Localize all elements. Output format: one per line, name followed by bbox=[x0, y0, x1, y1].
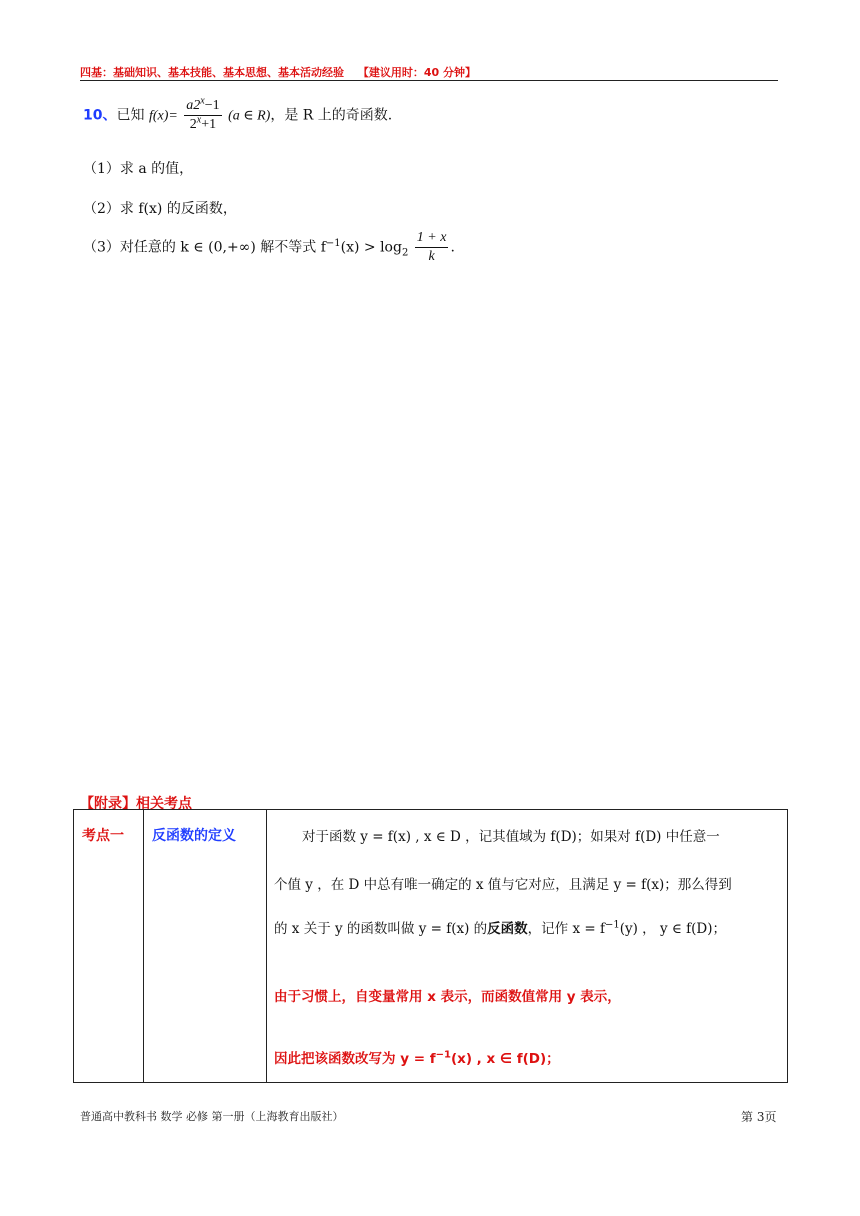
definition-line bbox=[274, 917, 726, 941]
inequality-fraction bbox=[415, 230, 449, 265]
header-suggested-time: 【建议用时：40 分钟】 bbox=[357, 66, 476, 79]
definition-line: 对于函数 y = f(x) , x ∈ D ，记其值域为 f(D)；如果对 f(D) 中任意一 bbox=[302, 829, 720, 845]
numerator-exponent: x bbox=[200, 95, 205, 107]
inverse-superscript: −1 bbox=[435, 1049, 451, 1061]
function-fraction bbox=[184, 95, 221, 133]
appendix-title: 【附录】相关考点 bbox=[80, 796, 192, 812]
conclusion: ，是 R 上的奇函数. bbox=[270, 107, 393, 124]
denominator: 2 bbox=[189, 117, 197, 132]
part-1 bbox=[83, 158, 193, 178]
table-column-divider bbox=[266, 810, 267, 1082]
header-lead: 四基：基础知识、基本技能、基本思想、基本活动经验 bbox=[80, 66, 344, 79]
definition-line: 个值 y ，在 D 中总有唯一确定的 x 值与它对应，且满足 y = f(x)；那么得到 bbox=[274, 877, 732, 893]
definition-text: ，记作 x = f bbox=[527, 921, 605, 937]
question-10 bbox=[83, 95, 393, 133]
part-3 bbox=[83, 230, 455, 265]
footer-book: 普通高中教科书 数学 必修 第一册（上海教育出版社） bbox=[80, 1110, 344, 1123]
condition: (a ∈ R) bbox=[228, 108, 271, 124]
fraction-top: 1 + x bbox=[415, 230, 449, 248]
function-name: f(x)= bbox=[148, 108, 178, 124]
page-number: 第 3页 bbox=[741, 1110, 777, 1124]
denominator-tail: +1 bbox=[201, 117, 217, 132]
part-text: 求 a 的值， bbox=[119, 161, 194, 177]
point-label: 考点一 bbox=[82, 828, 124, 844]
definition-highlight: 由于习惯上，自变量常用 x 表示，而函数值常用 y 表示， bbox=[274, 989, 621, 1005]
inverse-superscript: −1 bbox=[604, 919, 620, 931]
table-column-divider bbox=[143, 810, 144, 1082]
fraction-bottom: k bbox=[428, 249, 435, 264]
denominator-exponent: x bbox=[196, 114, 202, 126]
part-text: 求 f(x) 的反函数， bbox=[119, 201, 237, 217]
numerator: a2 bbox=[186, 98, 201, 113]
part-text-end: . bbox=[450, 239, 455, 256]
definition-text: 因此把该函数改写为 y = f bbox=[274, 1051, 436, 1067]
definition-text: (y) ， y ∈ f(D)； bbox=[619, 921, 727, 937]
log-base: 2 bbox=[401, 247, 409, 259]
part-text: 对任意的 k ∈ (0,+∞) 解不等式 f bbox=[119, 239, 326, 256]
header-rule bbox=[80, 80, 778, 81]
numerator-tail: −1 bbox=[204, 98, 220, 113]
key-points-table bbox=[73, 809, 788, 1083]
part-text-mid: (x) > log bbox=[340, 239, 402, 256]
point-topic: 反函数的定义 bbox=[152, 828, 236, 844]
part-2 bbox=[83, 198, 237, 218]
part-label: （3） bbox=[83, 239, 120, 256]
definition-text: (x) , x ∈ f(D)； bbox=[450, 1051, 560, 1067]
part-label: （1） bbox=[83, 161, 120, 177]
inverse-superscript: −1 bbox=[325, 237, 341, 249]
part-label: （2） bbox=[83, 201, 120, 217]
definition-text: 的 x 关于 y 的函数叫做 y = f(x) 的 bbox=[274, 921, 488, 937]
definition-highlight bbox=[274, 1047, 560, 1071]
question-intro: 已知 bbox=[116, 107, 145, 124]
inverse-function-term: 反函数 bbox=[487, 921, 528, 937]
page-header bbox=[80, 64, 780, 80]
question-number: 10、 bbox=[83, 107, 117, 124]
